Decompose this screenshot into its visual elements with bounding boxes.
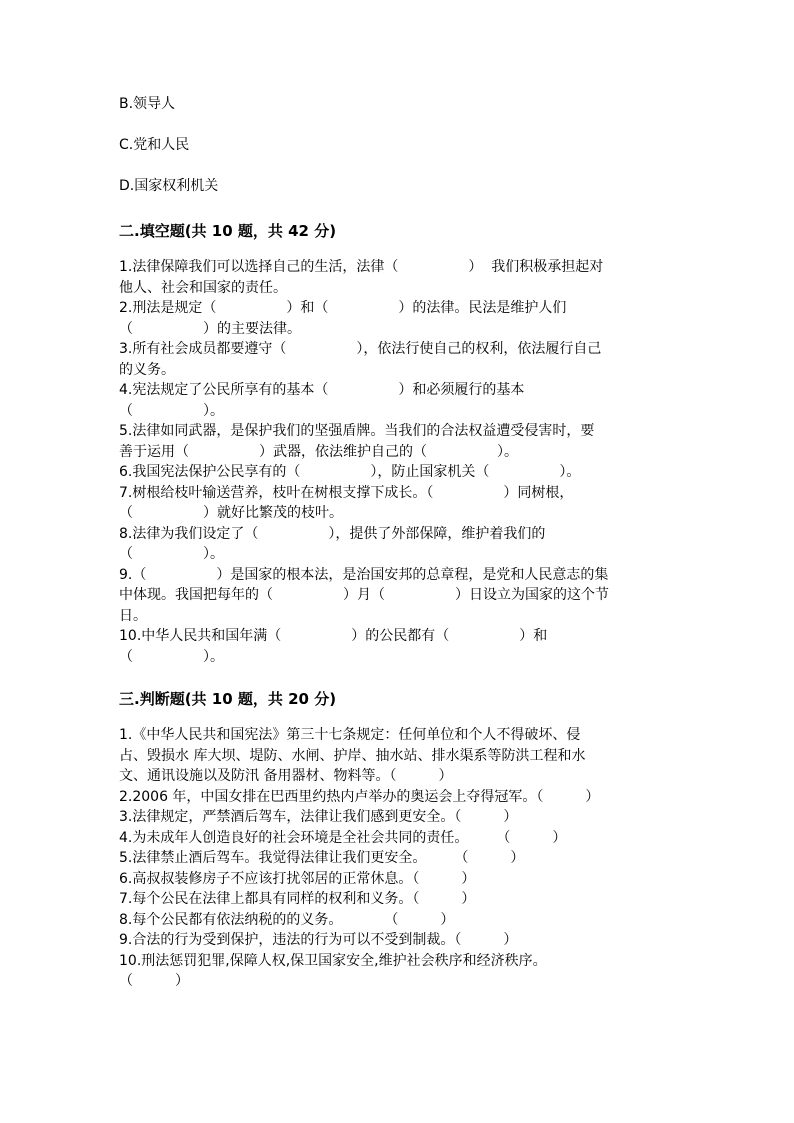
question-line: （ ）就好比繁茂的枝叶。 [119,505,343,521]
question-line: （ ） [119,973,189,989]
question-line: 他人、社会和国家的责任。 [119,279,287,296]
answer-options [119,94,679,196]
question-line: 10.刑法惩罚犯罪,保障人权,保卫国家安全,维护社会秩序和经济秩序。 [119,952,547,969]
question-line: 7.每个公民在法律上都具有同样的权利和义务。（ ） [119,891,476,907]
question-line: （ ）。 [119,546,224,562]
question-line: 3.法律规定，严禁酒后驾车，法律让我们感到更安全。（ ） [119,809,518,825]
question-line: 8.法律为我们设定了（ ），提供了外部保障，维护着我们的 [119,525,546,542]
question-line: （ ）的主要法律。 [119,320,301,337]
question-line: 1.法律保障我们可以选择自己的生活，法律（ ） 我们积极承担起对 [119,259,604,275]
fill-in-questions [119,257,679,667]
true-false-questions [119,725,679,992]
question-line: 6.我国宪法保护公民享有的（ ），防止国家机关（ ）。 [119,464,581,480]
question-line: 10.中华人民共和国年满（ ）的公民都有（ ）和 [119,628,548,644]
question-line: 文、通讯设施以及防汛 备用器材、物料等。（ ） [119,768,453,784]
question-line: 7.树根给枝叶输送营养，枝叶在树根支撑下成长。（ ）同树根， [119,484,574,501]
worksheet-page [119,94,679,992]
question-line: 善于运用（ ）武器，依法维护自己的（ ）。 [119,443,518,460]
question-line: 的义务。 [119,361,175,378]
question-line: 6.高叔叔装修房子不应该打扰邻居的正常休息。（ ） [119,870,476,887]
question-line: 8.每个公民都有依法纳税的的义务。 （ ） [119,911,455,928]
question-line: 5.法律如同武器，是保护我们的坚强盾牌。当我们的合法权益遭受侵害时，要 [119,423,595,439]
question-line: 5.法律禁止酒后驾车。我觉得法律让我们更安全。 （ ） [119,850,525,866]
question-line: 日。 [119,607,147,624]
question-line: 中体现。我国把每年的（ ）月（ ）日设立为国家的这个节 [119,587,609,603]
question-line: 4.为未成年人创造良好的社会环境是全社会共同的责任。 （ ） [119,829,567,846]
true-false-section [119,688,679,992]
section-heading-true-false: 三.判断题(共 10 题，共 20 分) [119,690,337,708]
question-line: （ ）。 [119,648,224,665]
question-line: 4.宪法规定了公民所享有的基本（ ）和必须履行的基本 [119,382,525,398]
question-line: 占、毁损水 库大坝、堤防、水闸、护岸、抽水站、排水渠系等防洪工程和水 [119,747,586,764]
question-line: 9.合法的行为受到保护，违法的行为可以不受到制裁。（ ） [119,932,518,948]
option-d: D.国家权利机关 [119,178,219,194]
section-heading-fill-in: 二.填空题(共 10 题，共 42 分) [119,222,337,240]
question-line: 2.刑法是规定（ ）和（ ）的法律。民法是维护人们 [119,300,567,316]
question-line: 9.（ ）是国家的根本法，是治国安邦的总章程，是党和人民意志的集 [119,566,609,583]
option-b: B.领导人 [119,96,176,112]
question-line: 3.所有社会成员都要遵守（ ），依法行使自己的权利，依法履行自己 [119,341,602,357]
fill-in-blank-section [119,220,679,667]
question-line: 2.2006 年，中国女排在巴西里约热内卢举办的奥运会上夺得冠军。（ ） [119,788,600,805]
question-line: （ ）。 [119,402,224,419]
question-line: 1.《中华人民共和国宪法》第三十七条规定：任何单位和个人不得破坏、侵 [119,727,581,743]
option-c: C.党和人民 [119,137,190,153]
